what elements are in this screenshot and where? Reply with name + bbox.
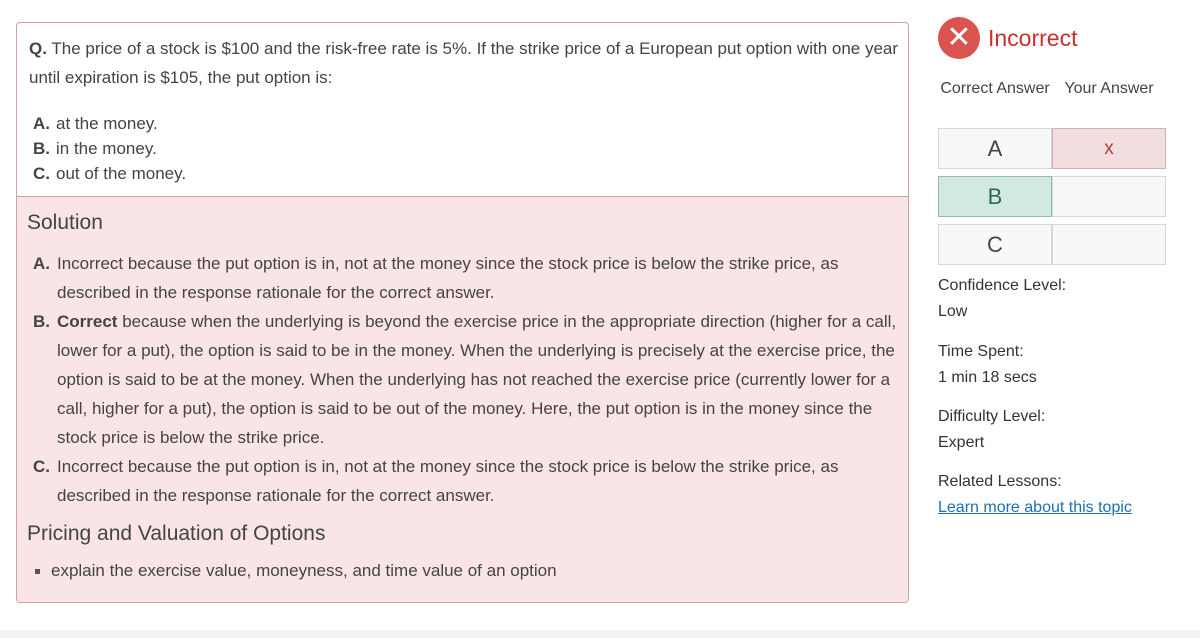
question-text: [29, 34, 899, 92]
correct-cell-a: A: [938, 128, 1052, 169]
solution-letter: C.: [33, 457, 50, 476]
solution-text: Incorrect because the put option is in, not at the money since the stock price is below the strike price, as described in the response rationale for the correct answer.: [57, 457, 839, 505]
choice-text: out of the money.: [56, 164, 187, 183]
solution-text: because when the underlying is beyond the exercise price in the appropriate direction (higher for a call, lower for a put), the option is said to be in the money. When the underlying is precisely at the exercise price, the option is said to be at the money. When the underlying has not reached the exercise price (currently lower for a call, higher for a put), the option is said to be out of the money. Here, the put option is in the money since the stock price is below the strike price.: [57, 312, 897, 447]
time-value: 1 min 18 secs: [938, 369, 1037, 386]
solution-list: [33, 249, 903, 510]
choice-letter: B.: [33, 139, 50, 158]
topic-list: [33, 559, 557, 583]
result-label: Incorrect: [988, 25, 1078, 51]
solution-letter: B.: [33, 312, 50, 331]
difficulty-label: Difficulty Level:: [938, 408, 1046, 425]
solution-item-c: [33, 452, 903, 510]
solution-letter: A.: [33, 254, 50, 273]
your-answer-cell-b: [1052, 176, 1166, 217]
your-answer-cell-c: [1052, 224, 1166, 265]
your-answer-cell-a: x: [1052, 128, 1166, 169]
topic-item: [33, 559, 557, 583]
header-correct-answer: Correct Answer: [940, 80, 1050, 97]
related-label: Related Lessons:: [938, 473, 1062, 490]
solution-text: Incorrect because the put option is in, not at the money since the stock price is below the strike price, as described in the response rationale for the correct answer.: [57, 254, 839, 302]
bottom-strip: [0, 630, 1200, 638]
choice-letter: C.: [33, 164, 50, 183]
topic-title: Pricing and Valuation of Options: [27, 522, 326, 545]
choice-list: [33, 111, 186, 186]
question-prefix: Q.: [29, 39, 47, 58]
choice-b: [33, 136, 186, 161]
choice-letter: A.: [33, 114, 50, 133]
related-lessons-link[interactable]: Learn more about this topic: [938, 499, 1132, 516]
choice-c: [33, 161, 186, 186]
confidence-label: Confidence Level:: [938, 277, 1067, 294]
solution-item-a: [33, 249, 903, 307]
related-lessons: [938, 469, 1132, 521]
difficulty-level: [938, 404, 1045, 456]
correct-cell-b: B: [938, 176, 1052, 217]
difficulty-value: Expert: [938, 434, 985, 451]
solution-panel: [17, 196, 908, 603]
solution-correct-label: Correct: [57, 312, 118, 331]
x-circle-icon: ✕: [938, 17, 980, 59]
choice-a: [33, 111, 186, 136]
question-section: [17, 23, 908, 197]
correct-cell-c: C: [938, 224, 1052, 265]
time-spent: [938, 339, 1037, 391]
question-card: [16, 22, 909, 603]
choice-text: in the money.: [56, 139, 157, 158]
confidence-level: [938, 273, 1066, 325]
question-body: The price of a stock is $100 and the risk-free rate is 5%. If the strike price of a European put option with one year until expiration is $105, the put option is:: [29, 39, 899, 87]
header-your-answer: Your Answer: [1064, 80, 1154, 97]
solution-title: Solution: [27, 211, 103, 234]
confidence-value: Low: [938, 303, 968, 320]
choice-text: at the money.: [56, 114, 158, 133]
solution-item-b: [33, 307, 903, 452]
bullet-icon: [35, 569, 40, 574]
time-label: Time Spent:: [938, 343, 1024, 360]
topic-text: explain the exercise value, moneyness, and time value of an option: [51, 561, 557, 580]
